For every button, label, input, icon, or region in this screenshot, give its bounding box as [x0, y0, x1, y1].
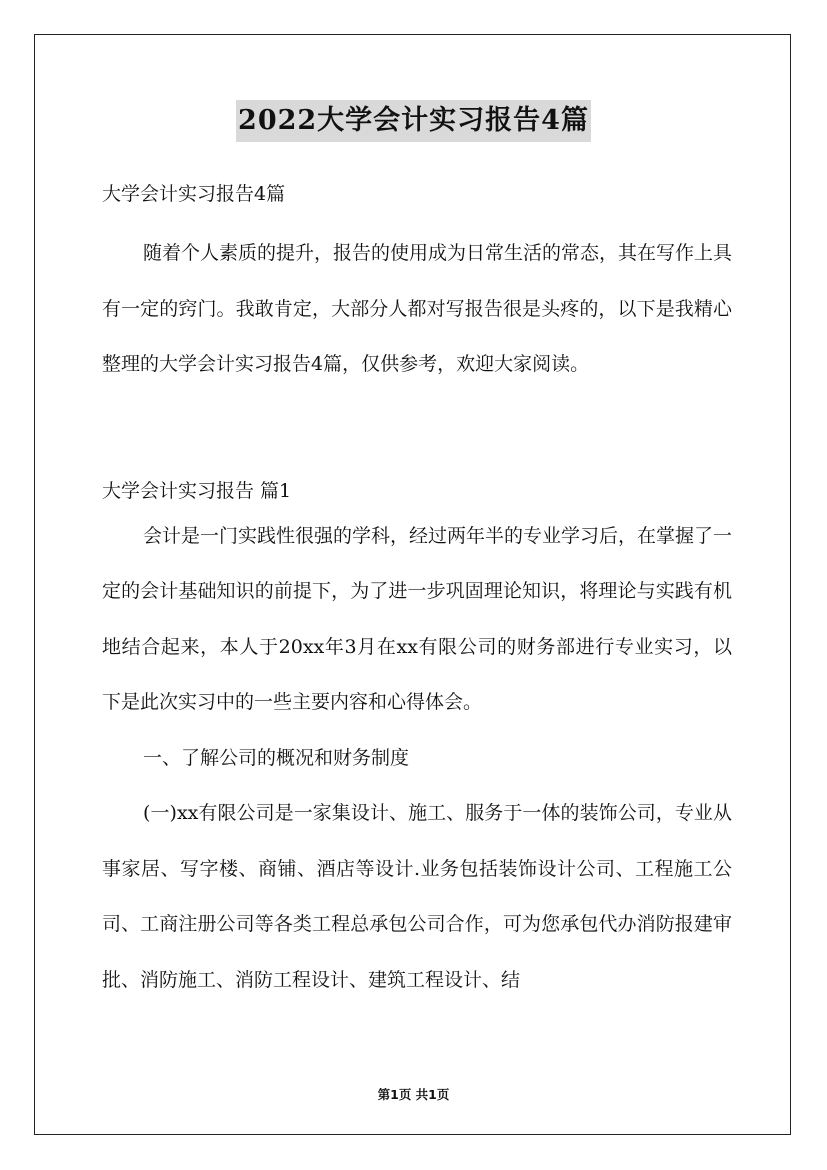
section-paragraph-3: (一)xx有限公司是一家集设计、施工、服务于一体的装饰公司，专业从事家居、写字楼、商铺、酒店等设计.业务包括装饰设计公司、工程施工公司、工商注册公司等各类工程总承包公司合作，可为您承包代办消防报建审批、消防施工、消防工程设计、建筑工程设计、结 [102, 802, 732, 991]
page-footer: 第1页 共1页 [377, 1087, 450, 1102]
section-paragraph-1: 会计是一门实践性很强的学科，经过两年半的专业学习后，在掌握了一定的会计基础知识的前提下，为了进一步巩固理论知识，将理论与实践有机地结合起来，本人于20xx年3月在xx有限公司的财务部进行专业实习，以下是此次实习中的一些主要内容和心得体会。 [102, 524, 733, 713]
title-container [0, 100, 827, 142]
intro-paragraph: 随着个人素质的提升，报告的使用成为日常生活的常态，其在写作上具有一定的窍门。我敢肯定，大部分人都对写报告很是头疼的，以下是我精心整理的大学会计实习报告4篇，仅供参考，欢迎大家阅读。 [102, 242, 733, 375]
document-body [102, 174, 732, 1008]
section-paragraph-2: 一、了解公司的概况和财务制度 [143, 746, 410, 769]
document-title: 2022大学会计实习报告4篇 [236, 100, 591, 142]
section-heading: 大学会计实习报告 篇1 [102, 479, 292, 502]
subtitle: 大学会计实习报告4篇 [102, 183, 286, 205]
